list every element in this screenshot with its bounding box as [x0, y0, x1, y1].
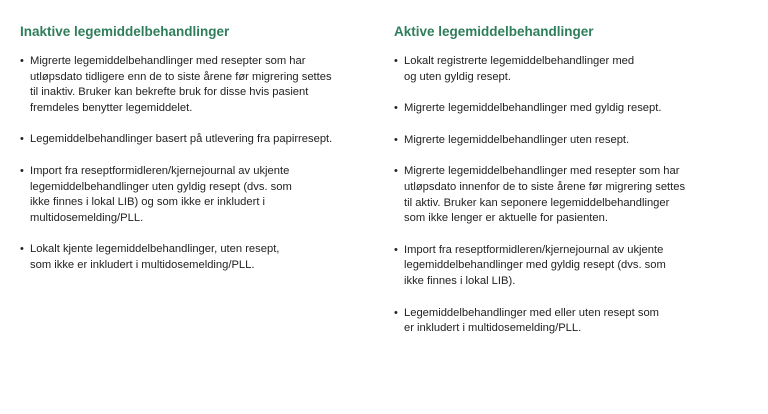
list-item-text: Migrerte legemiddelbehandlinger med resepter som har utløpsdato tidligere enn de to siste årene før migrering settes til inaktiv. Bruker kan bekrefte bruk for disse hvis pasient fremdeles benytter legemiddelet. — [30, 55, 332, 114]
list-item-text: Lokalt kjente legemiddelbehandlinger, uten resept, som ikke er inkludert i multidosemelding/PLL. — [30, 243, 280, 271]
active-list — [394, 54, 754, 337]
list-item — [394, 133, 754, 149]
list-item-text: Import fra reseptformidleren/kjernejournal av ukjente legemiddelbehandlinger med gyldig resept (dvs. som ikke finnes i lokal LIB). — [404, 243, 666, 287]
list-item-text: Legemiddelbehandlinger basert på utlevering fra papirresept. — [30, 133, 333, 146]
list-item — [20, 164, 380, 226]
list-item-text: Legemiddelbehandlinger med eller uten resept som er inkludert i multidosemelding/PLL. — [404, 306, 659, 335]
list-item-text: Migrerte legemiddelbehandlinger uten resept. — [404, 133, 630, 146]
active-section — [394, 24, 754, 353]
list-item — [394, 243, 754, 290]
list-item — [20, 242, 380, 273]
list-item — [394, 54, 754, 85]
inactive-list — [20, 54, 380, 274]
inactive-section — [20, 24, 380, 290]
active-heading: Aktive legemiddelbehandlinger — [394, 24, 594, 39]
list-item-text: Migrerte legemiddelbehandlinger med gyldig resept. — [404, 102, 662, 115]
list-item-text: Lokalt registrerte legemiddelbehandlinger med og uten gyldig resept. — [404, 55, 635, 83]
list-item — [394, 306, 754, 337]
list-item — [394, 101, 754, 117]
inactive-heading: Inaktive legemiddelbehandlinger — [20, 24, 230, 39]
list-item-text: Import fra reseptformidleren/kjernejournal av ukjente legemiddelbehandlinger uten gyldig resept (dvs. som ikke finnes i lokal LIB) og som ikke er inkludert i multidosemelding/PLL. — [30, 164, 292, 224]
list-item — [394, 164, 754, 226]
list-item — [20, 54, 380, 116]
list-item — [20, 132, 380, 148]
list-item-text: Migrerte legemiddelbehandlinger med resepter som har utløpsdato innenfor de to siste årene før migrering settes til aktiv. Bruker kan seponere legemiddelbehandlinger som ikke lenger er aktuelle for pasienten. — [404, 165, 686, 225]
